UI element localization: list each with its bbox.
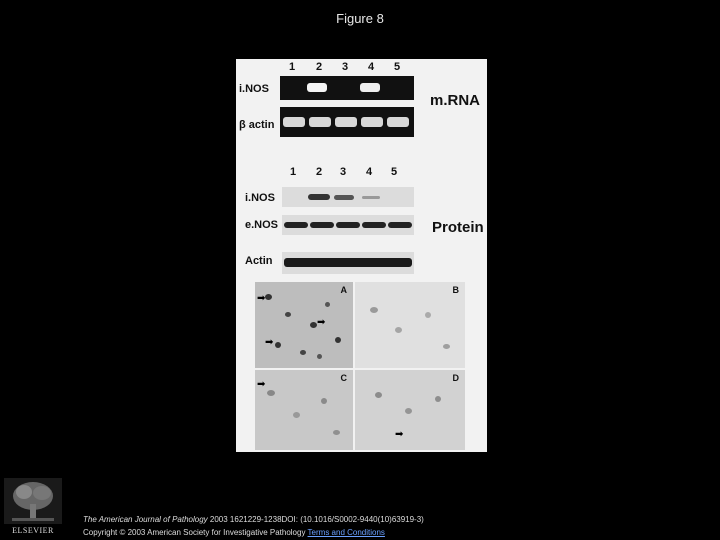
protein-inos-blot [282,187,414,207]
citation-details: 2003 1621229-1238DOI: (10.1016/S0002-9440(10)63919-3) [207,515,424,524]
protein-enos-label: e.NOS [245,219,279,231]
gel-band [335,117,357,127]
arrow-marker: ➡ [257,293,266,304]
slide-title: Figure 8 [336,11,384,26]
histology-panel-b [355,282,465,368]
gel-band [361,117,383,127]
protein-lane-label: 4 [366,166,373,178]
gel-band [360,83,380,92]
stained-cell [325,302,330,307]
blot-band [362,222,386,228]
blot-band [284,222,308,228]
stained-cell [285,312,291,317]
arrow-marker: ➡ [257,379,266,390]
blot-band [310,222,334,228]
mrna-actin-gel [280,107,414,137]
terms-and-conditions-link[interactable]: Terms and Conditions [307,528,385,537]
elsevier-wordmark: ELSEVIER [12,526,54,535]
mrna-side-label: m.RNA [430,92,481,109]
protein-lane-label: 2 [316,166,323,178]
tissue-cell [395,327,402,333]
stained-cell [300,350,306,355]
mrna-inos-gel [280,76,414,100]
gel-band [309,117,331,127]
histology-panel-a [255,282,353,368]
gel-band [283,117,305,127]
tissue-cell [435,396,441,402]
histology-panel-d [355,370,465,450]
stained-cell [335,337,341,343]
mrna-lane-label: 4 [368,61,375,73]
protein-actin-label: Actin [245,255,273,267]
mrna-lane-label: 3 [342,61,349,73]
stained-cell [265,294,272,300]
figure-image [236,59,487,452]
arrow-marker: ➡ [265,337,274,348]
blot-band [362,196,380,199]
mrna-lane-label: 5 [394,61,401,73]
protein-lane-label: 5 [391,166,398,178]
stained-cell [317,354,322,359]
tissue-cell [321,398,327,404]
tissue-cell [370,307,378,313]
blot-band [284,258,412,267]
copyright-line [83,528,385,537]
mrna-actin-label: β actin [239,119,275,131]
journal-name: The American Journal of Pathology [83,515,208,524]
panel-label: C [340,373,347,383]
tissue-cell [333,430,340,435]
protein-side-label: Protein [432,219,484,236]
blot-band [334,195,354,200]
tissue-cell [425,312,431,318]
mrna-lane-label: 1 [289,61,296,73]
blot-band [388,222,412,228]
tissue-cell [267,390,275,396]
tissue-cell [375,392,382,398]
histology-panel-c [255,370,353,450]
protein-actin-blot [282,252,414,274]
protein-lane-label: 1 [290,166,297,178]
panel-label: D [452,373,459,383]
arrow-marker: ➡ [395,429,404,440]
mrna-inos-label: i.NOS [239,83,269,95]
protein-inos-label: i.NOS [245,192,275,204]
tissue-cell [293,412,300,418]
blot-band [308,194,330,200]
mrna-lane-label: 2 [316,61,323,73]
panel-label: A [340,285,347,295]
citation-line [83,515,424,524]
stained-cell [310,322,317,328]
arrow-marker: ➡ [317,317,326,328]
panel-label: B [452,285,459,295]
protein-enos-blot [282,215,414,235]
gel-band [307,83,327,92]
tissue-cell [443,344,450,349]
protein-lane-label: 3 [340,166,347,178]
blot-band [336,222,360,228]
stained-cell [275,342,281,348]
copyright-text: Copyright © 2003 American Society for Investigative Pathology [83,528,306,537]
tissue-cell [405,408,412,414]
gel-band [387,117,409,127]
